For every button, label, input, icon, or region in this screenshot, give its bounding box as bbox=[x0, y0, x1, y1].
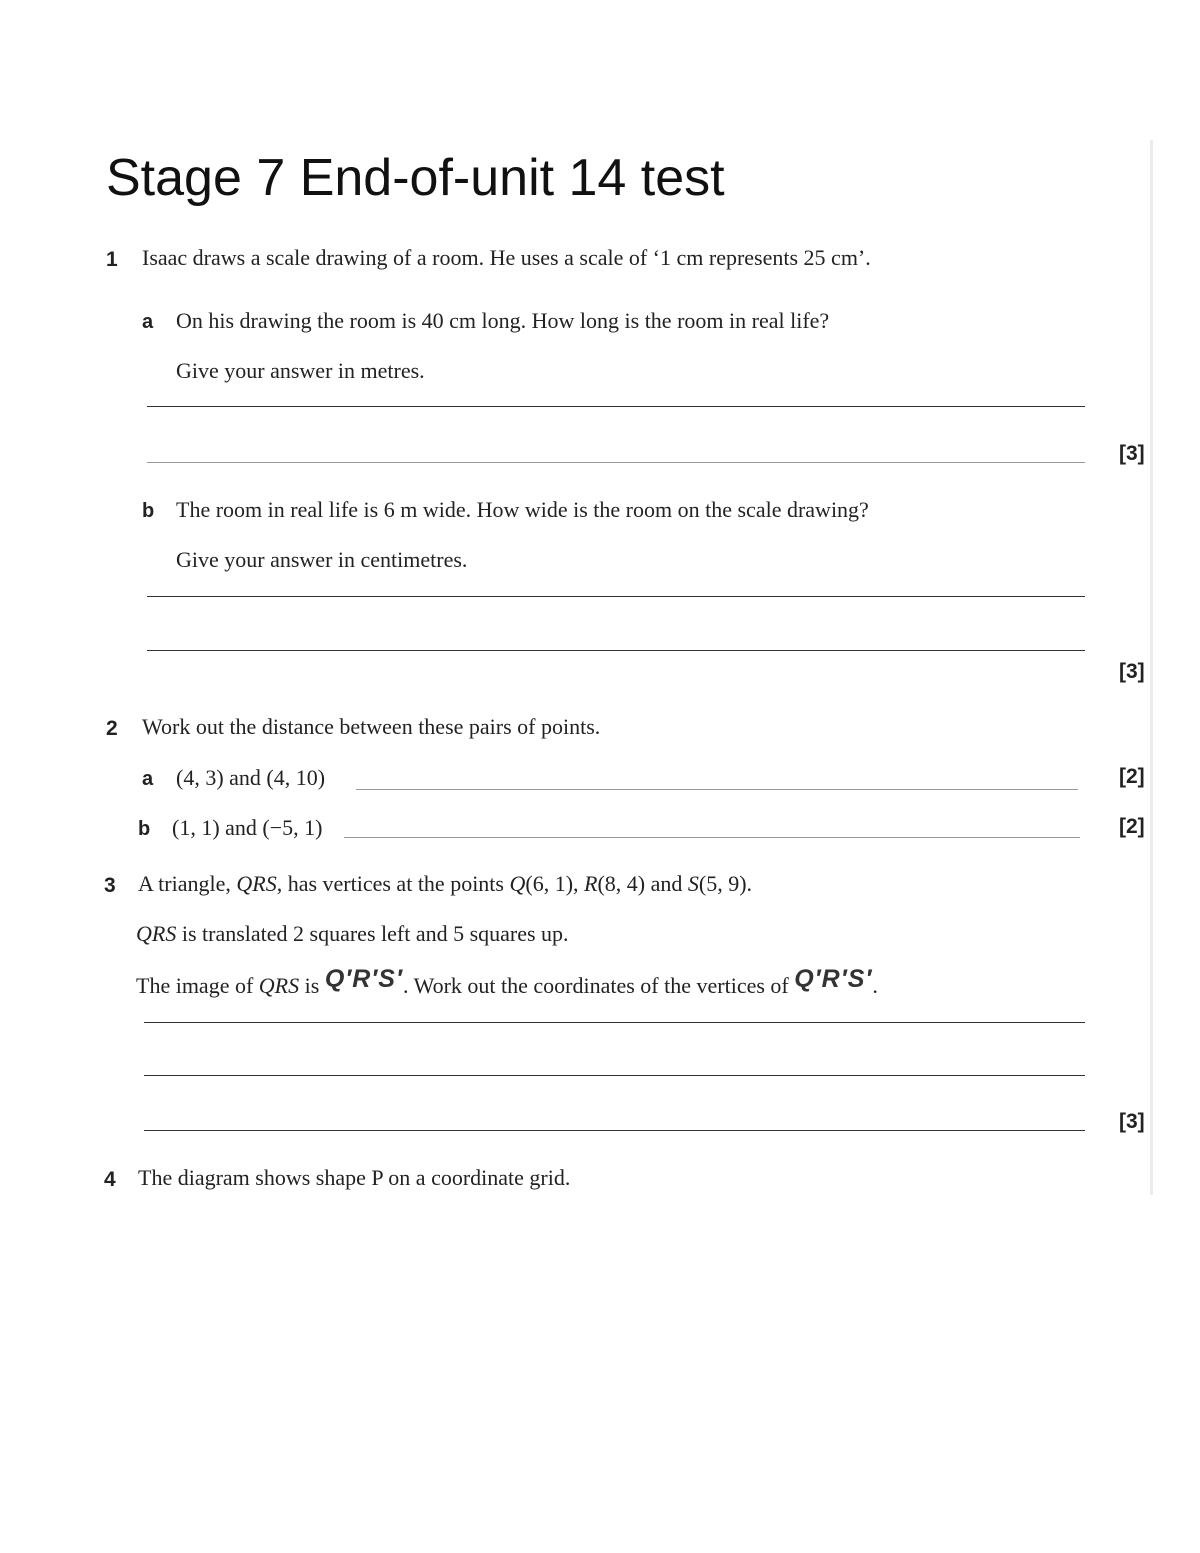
answer-line-1a-1[interactable] bbox=[147, 406, 1085, 407]
question-1a-text: On his drawing the room is 40 cm long. How long is the room in real life? bbox=[176, 308, 830, 333]
question-1-text: Isaac draws a scale drawing of a room. He uses a scale of ‘1 cm represents 25 cm’. bbox=[142, 245, 871, 270]
question-1b-label: b bbox=[142, 500, 155, 522]
page-edge bbox=[1150, 140, 1153, 1195]
question-2a-marks: [2] bbox=[1119, 765, 1145, 788]
question-2a-text: (4, 3) and (4, 10) bbox=[176, 765, 326, 790]
page-title: Stage 7 End-of-unit 14 test bbox=[106, 149, 725, 207]
question-4-number: 4 bbox=[104, 1168, 116, 1191]
question-3-line-3: The image of QRS is Q′R′S′. Work out the coordinates of the vertices of Q′R′S′. bbox=[136, 965, 878, 998]
question-3-number: 3 bbox=[104, 874, 116, 897]
answer-line-1a-2[interactable] bbox=[147, 462, 1085, 463]
answer-line-1b-2[interactable] bbox=[147, 650, 1085, 651]
question-1b-instruction: Give your answer in centimetres. bbox=[176, 547, 468, 572]
question-2b-label: b bbox=[138, 818, 151, 840]
image-label-qrs-prime: Q′R′S′ bbox=[324, 965, 403, 993]
question-3-line-1: A triangle, QRS, has vertices at the points Q(6, 1), R(8, 4) and S(5, 9). bbox=[138, 871, 753, 896]
answer-line-1b-1[interactable] bbox=[147, 596, 1085, 597]
question-1a-instruction: Give your answer in metres. bbox=[176, 358, 425, 383]
answer-line-2b[interactable] bbox=[344, 837, 1080, 838]
question-4-text: The diagram shows shape P on a coordinate grid. bbox=[138, 1165, 571, 1190]
question-2-text: Work out the distance between these pairs of points. bbox=[142, 714, 601, 739]
question-1b-marks: [3] bbox=[1119, 660, 1145, 683]
question-2b-marks: [2] bbox=[1119, 815, 1145, 838]
image-label-qrs-prime-2: Q′R′S′ bbox=[794, 965, 873, 993]
question-2a-label: a bbox=[142, 768, 154, 790]
answer-line-3-3[interactable] bbox=[144, 1130, 1085, 1131]
question-3-line-2: QRS is translated 2 squares left and 5 squares up. bbox=[136, 921, 569, 946]
answer-line-3-2[interactable] bbox=[144, 1075, 1085, 1076]
answer-line-3-1[interactable] bbox=[144, 1022, 1085, 1023]
question-1-number: 1 bbox=[106, 248, 118, 271]
question-1a-marks: [3] bbox=[1119, 442, 1145, 465]
question-3-marks: [3] bbox=[1119, 1110, 1145, 1133]
question-2b-text: (1, 1) and (−5, 1) bbox=[172, 815, 323, 840]
question-1b-text: The room in real life is 6 m wide. How wide is the room on the scale drawing? bbox=[176, 497, 869, 522]
question-1a-label: a bbox=[142, 311, 154, 333]
question-2-number: 2 bbox=[106, 717, 118, 740]
answer-line-2a[interactable] bbox=[356, 789, 1078, 790]
